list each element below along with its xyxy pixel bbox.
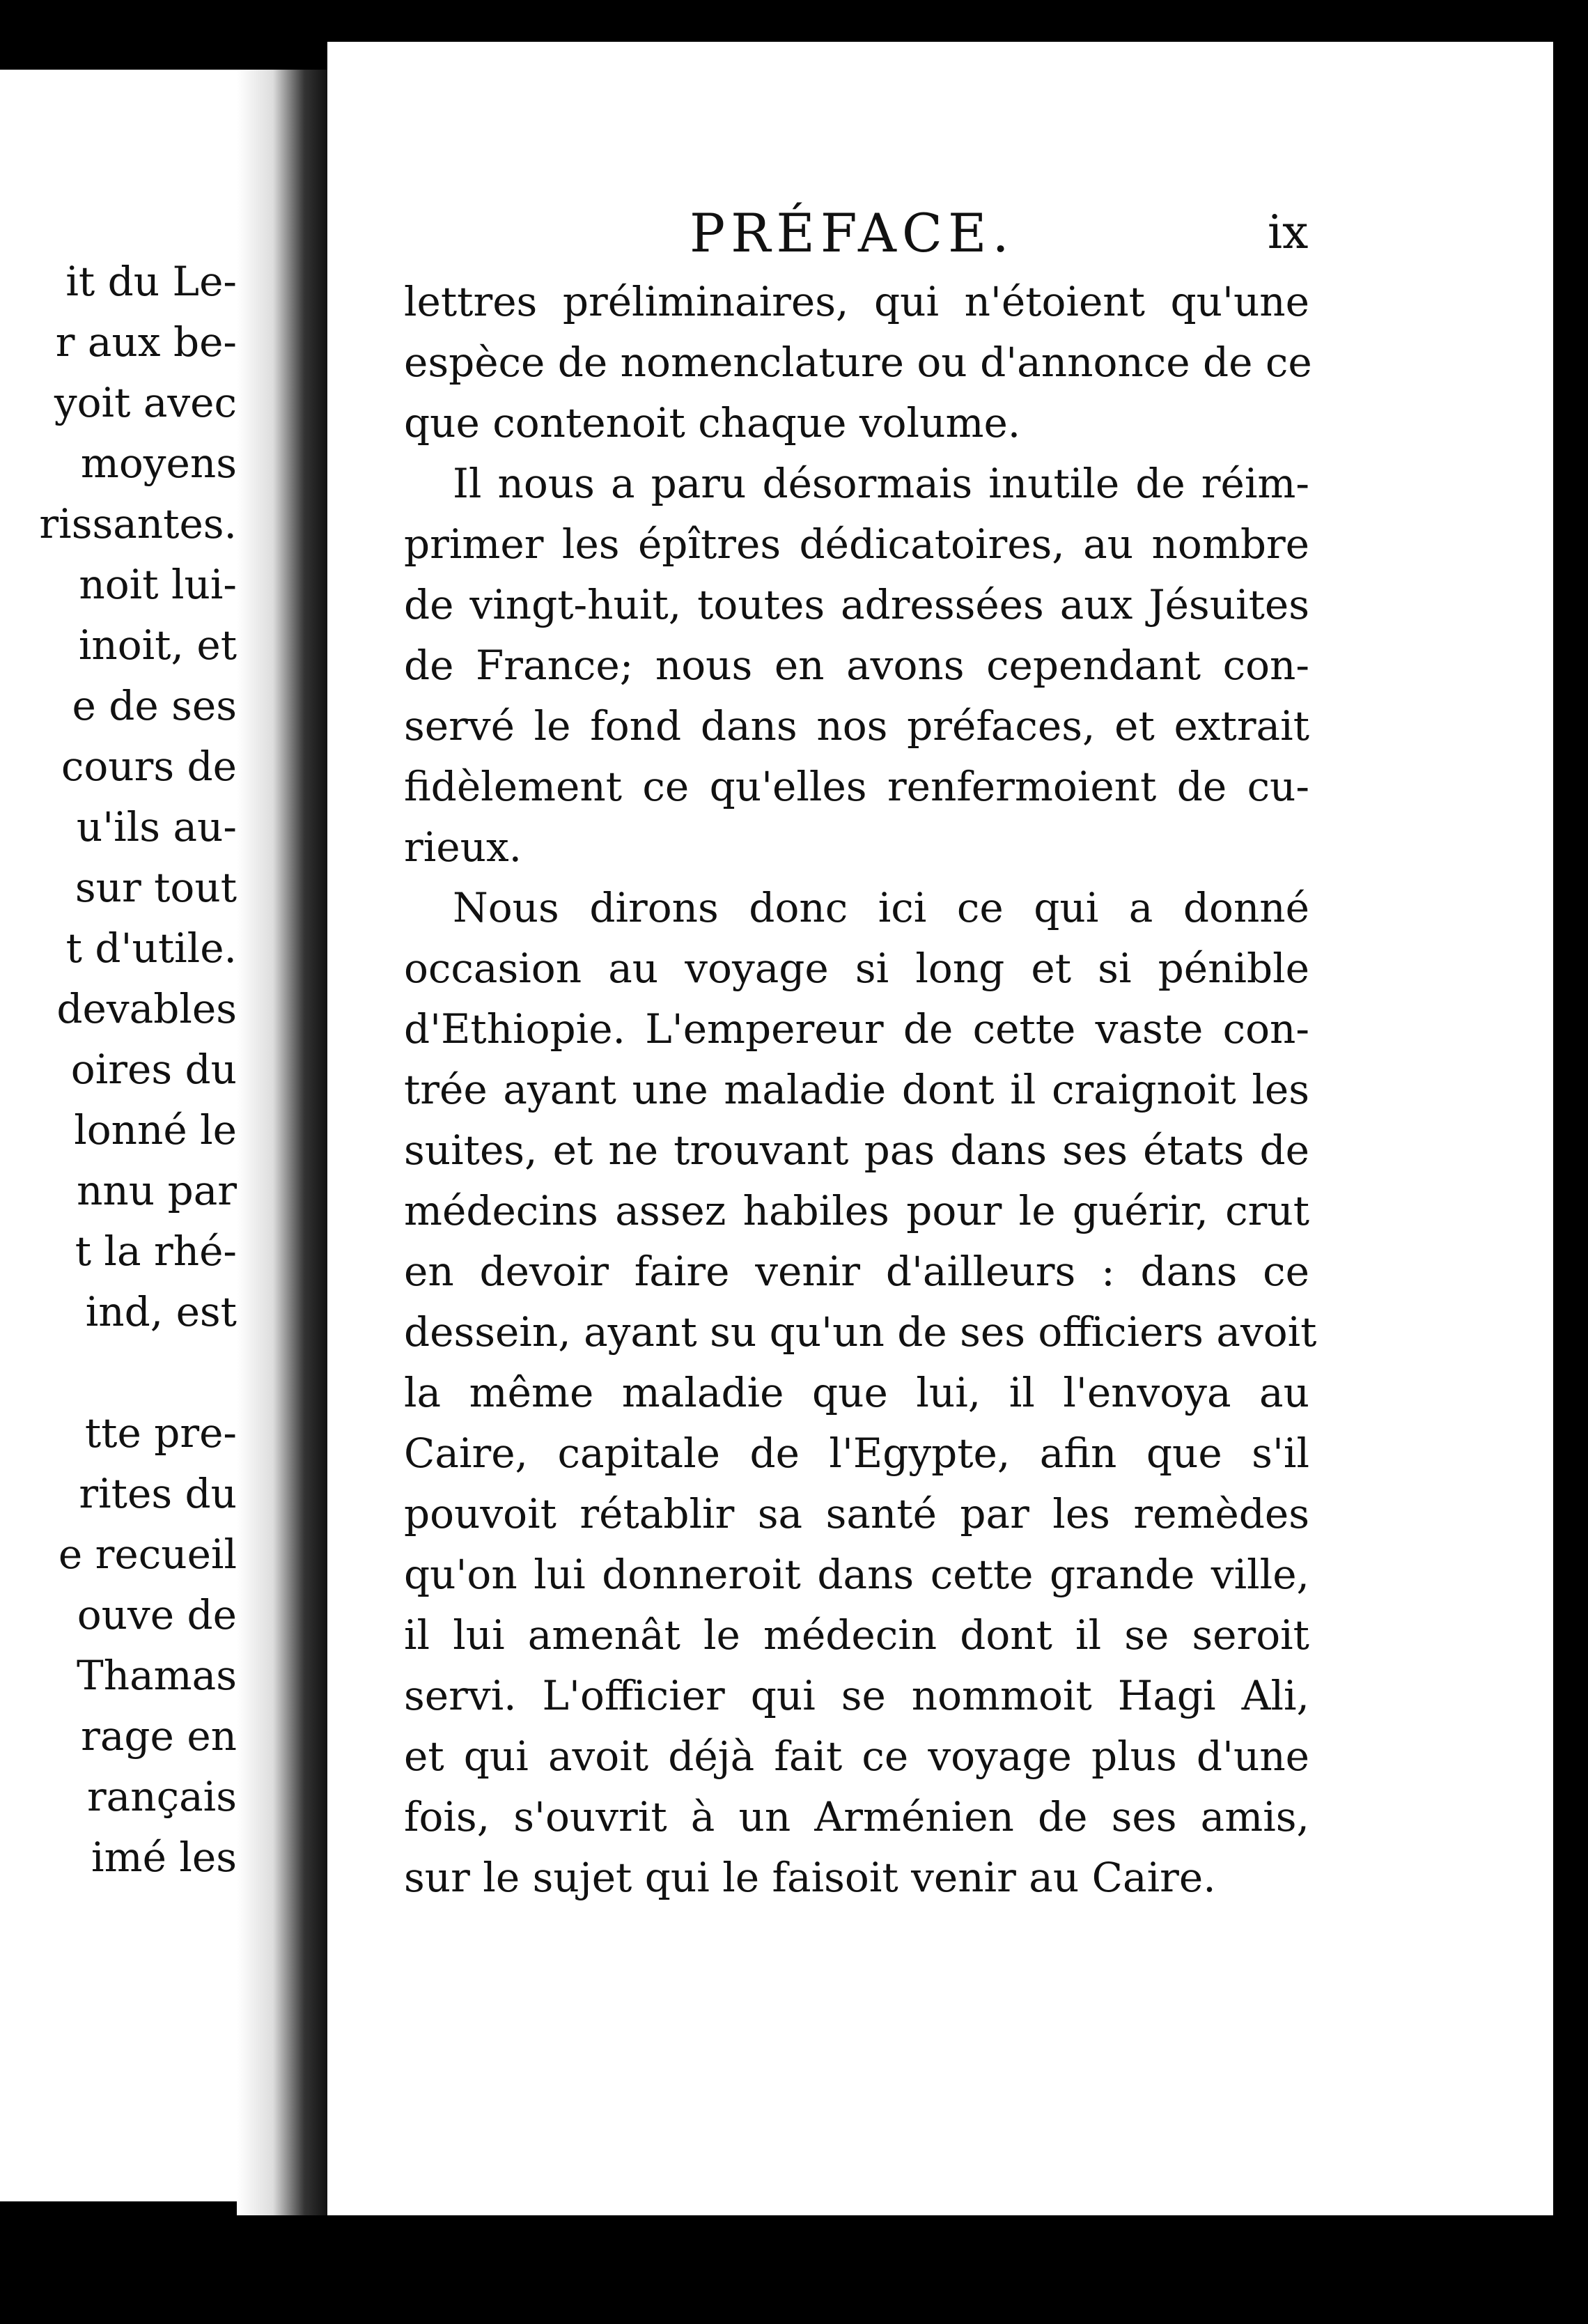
left-page-line: yoit avec (54, 379, 237, 426)
left-page-line: tte pre- (84, 1409, 237, 1457)
left-page-line: t d'utile. (65, 924, 237, 972)
left-page-line: Thamas (77, 1652, 237, 1699)
text-line: de vingt-huit, toutes adressées aux Jésuites (404, 581, 1309, 628)
page-number: ix (1268, 206, 1309, 259)
left-page-line: ind, est (85, 1288, 237, 1335)
text-line: dessein, ayant su qu'un de ses officiers avoit (404, 1308, 1317, 1356)
left-page (0, 70, 237, 2201)
left-page-line: imé les (91, 1834, 237, 1881)
text-line: d'Ethiopie. L'empereur de cette vaste con- (404, 1005, 1309, 1053)
page-body (404, 272, 1317, 1908)
left-page-line: devables (56, 985, 237, 1032)
left-page-line: rage en (81, 1712, 237, 1760)
text-line: la même maladie que lui, il l'envoya au (404, 1369, 1309, 1416)
text-line: suites, et ne trouvant pas dans ses états de (404, 1126, 1309, 1174)
text-line: trée ayant une maladie dont il craignoit les (404, 1066, 1309, 1113)
text-line: fois, s'ouvrit à un Arménien de ses amis, (404, 1793, 1309, 1841)
text-line: rieux. (404, 823, 522, 871)
left-page-line: ouve de (77, 1591, 237, 1639)
left-page-line: e recueil (58, 1531, 237, 1578)
left-page-line: oires du (70, 1046, 237, 1093)
text-line: servé le fond dans nos préfaces, et extrait (404, 702, 1309, 750)
left-page-line: cours de (61, 743, 237, 790)
book-gutter (237, 70, 327, 2215)
text-line: et qui avoit déjà fait ce voyage plus d'une (404, 1733, 1309, 1780)
left-page-line: noit lui- (79, 561, 237, 608)
left-page-line: nnu par (77, 1167, 237, 1214)
left-page-line: it du Le- (65, 258, 237, 305)
text-line: qu'on lui donneroit dans cette grande ville, (404, 1551, 1309, 1598)
left-page-line: moyens (80, 440, 237, 487)
text-line: sur le sujet qui le faisoit venir au Caire. (404, 1854, 1216, 1901)
text-line: il lui amenât le médecin dont il se seroit (404, 1611, 1309, 1659)
left-page-line: rites du (79, 1470, 237, 1517)
left-page-line: inoit, et (78, 621, 237, 669)
text-line: lettres préliminaires, qui n'étoient qu'une (404, 278, 1309, 325)
left-page-line: rançais (86, 1773, 237, 1820)
text-line: fidèlement ce qu'elles renfermoient de cu- (404, 763, 1309, 810)
text-line: de France; nous en avons cependant con- (404, 642, 1309, 689)
left-page-line: rissantes. (39, 500, 237, 548)
text-line: primer les épîtres dédicatoires, au nombre (404, 520, 1309, 568)
text-line: médecins assez habiles pour le guérir, crut (404, 1187, 1309, 1234)
text-line: que contenoit chaque volume. (404, 399, 1021, 447)
paragraph (404, 454, 1309, 878)
running-head: PRÉFACE. (690, 202, 1015, 264)
left-page-line: lonné le (74, 1106, 237, 1154)
text-line: Caire, capitale de l'Egypte, afin que s'il (404, 1430, 1309, 1477)
text-line: servi. L'officier qui se nommoit Hagi Ali, (404, 1672, 1309, 1719)
text-line: occasion au voyage si long et si pénible (404, 945, 1309, 992)
text-line: en devoir faire venir d'ailleurs : dans ce (404, 1248, 1309, 1295)
paragraph (404, 878, 1317, 1908)
text-line: pouvoit rétablir sa santé par les remèdes (404, 1490, 1309, 1537)
left-page-line: t la rhé- (75, 1227, 237, 1275)
left-page-line: sur tout (75, 864, 237, 911)
left-page-line: r aux be- (55, 318, 237, 366)
text-line: espèce de nomenclature ou d'annonce de ce (404, 339, 1312, 386)
right-page (327, 42, 1553, 2215)
paragraph (404, 272, 1312, 454)
text-line: Nous dirons donc ici ce qui a donné (453, 884, 1309, 931)
text-line: Il nous a paru désormais inutile de réim- (453, 460, 1309, 507)
left-page-line: u'ils au- (76, 803, 237, 851)
left-page-line: e de ses (72, 682, 237, 729)
